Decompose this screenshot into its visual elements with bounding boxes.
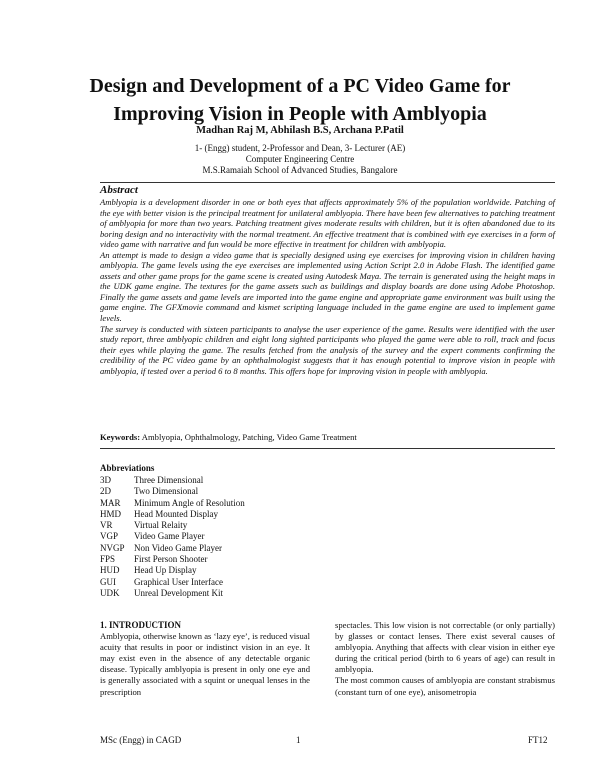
abstract-heading: Abstract bbox=[100, 184, 138, 196]
keywords-line bbox=[100, 432, 555, 442]
abbreviation-code: NVGP bbox=[100, 542, 125, 553]
abstract-paragraph-3: The survey is conducted with sixteen participants to analyse the user experience of the game. Results were identified with the user study report, three amblyopic children and eight long sighted participants who played the game were able to roll, track and focus their eyes while playing the game. The results fetched from the analysis of the survey and the expert comments confirming the credibility of the PC video game by an ophthalmologist suggests that it has enough potential to improve vision in people with amblyopia, if tested over a period 6 to 8 months. This offers hope for improving vision in people with amblyopia. bbox=[100, 323, 555, 376]
abbreviation-code: HUD bbox=[100, 565, 120, 576]
abbreviation-row bbox=[100, 509, 400, 520]
abbreviation-row bbox=[100, 543, 400, 554]
intro-right-column bbox=[335, 620, 555, 698]
intro-left-paragraph: Amblyopia, otherwise known as ‘lazy eye’, is reduced visual acuity that results in poor or indistinct vision in an eye. It may exist even in the absence of any detectable organic disease. Typically amblyopia is present in only one eye and is generally associated with a squint or unequal lenses in the prescription bbox=[100, 631, 310, 697]
abbreviation-code: HMD bbox=[100, 508, 122, 519]
intro-right-paragraph-1: spectacles. This low vision is not correctable (or only partially) by glasses or contact lenses. There exist several causes of amblyopia. Anything that affects with clear vision in either eye during the critical period (birth to 6 years of age) can result in amblyopia. bbox=[335, 620, 555, 675]
abbreviation-meaning: Video Game Player bbox=[134, 531, 205, 542]
abbreviation-row bbox=[100, 520, 400, 531]
keywords-label: Keywords: bbox=[100, 432, 141, 442]
abbreviation-row bbox=[100, 554, 400, 565]
affiliation-roles: 1- (Engg) student, 2-Professor and Dean, 3- Lecturer (AE) bbox=[194, 143, 406, 153]
abbreviation-row bbox=[100, 475, 400, 486]
paper-title bbox=[60, 72, 540, 128]
abstract-top-rule bbox=[100, 182, 555, 183]
affiliation-institution: M.S.Ramaiah School of Advanced Studies, Bangalore bbox=[202, 165, 398, 175]
abbreviations-list bbox=[100, 475, 400, 599]
abbreviation-code: FPS bbox=[100, 554, 116, 565]
abbreviation-code: 3D bbox=[100, 475, 111, 485]
abbreviation-meaning: Unreal Development Kit bbox=[134, 587, 223, 598]
footer-program: MSc (Engg) in CAGD bbox=[100, 735, 182, 745]
abstract-body bbox=[100, 197, 555, 376]
author-list: Madhan Raj M, Abhilash B.S, Archana P.Patil bbox=[196, 125, 404, 136]
abbreviation-row bbox=[100, 498, 400, 509]
abbreviation-row bbox=[100, 531, 400, 542]
abbreviation-meaning: Three Dimensional bbox=[134, 475, 204, 485]
intro-left-column bbox=[100, 620, 310, 698]
abstract-paragraph-2: An attempt is made to design a video game that is specially designed using eye exercises for improving vision in children having amblyopia. The game levels using the eye exercises are implemented using Action Script 2.0 in Adobe Flash. The identified game assets and other game props for the game scene is created using Autodesk Maya. The terrain is generated using the height maps in the UDK game engine. The textures for the game assets such as buildings and display boards are done using Adobe Photoshop. Finally the game assets and game levels are imported into the game engine and appropriate game environment was built using the game engine. The GFXmovie command and kismet scripting language included in the game engine are used to implement game levels. bbox=[100, 249, 555, 324]
abbreviation-code: GUI bbox=[100, 576, 116, 587]
intro-right-paragraph-2: The most common causes of amblyopia are constant strabismus (constant turn of one eye), anisometropia bbox=[335, 675, 555, 697]
abbreviations-heading: Abbreviations bbox=[100, 463, 155, 473]
abbreviation-meaning: Minimum Angle of Resolution bbox=[134, 497, 245, 508]
abstract-bottom-rule bbox=[100, 448, 555, 449]
abbreviation-code: UDK bbox=[100, 587, 120, 598]
abbreviation-meaning: Head Up Display bbox=[134, 565, 197, 576]
keywords-text: Amblyopia, Ophthalmology, Patching, Video Game Treatment bbox=[140, 432, 357, 442]
title-line-2: Improving Vision in People with Amblyopia bbox=[113, 103, 487, 125]
affiliation-department: Computer Engineering Centre bbox=[245, 154, 355, 164]
footer-page-number: 1 bbox=[296, 735, 301, 745]
abbreviation-meaning: First Person Shooter bbox=[134, 554, 208, 565]
abbreviation-code: VGP bbox=[100, 531, 119, 542]
abbreviation-row bbox=[100, 565, 400, 576]
footer-code: FT12 bbox=[528, 735, 548, 745]
abbreviation-row bbox=[100, 577, 400, 588]
title-line-1: Design and Development of a PC Video Game for bbox=[89, 75, 511, 97]
abbreviation-code: VR bbox=[100, 520, 113, 531]
intro-heading: 1. INTRODUCTION bbox=[100, 620, 182, 630]
abbreviation-meaning: Non Video Game Player bbox=[134, 542, 223, 553]
abbreviation-meaning: Virtual Relaity bbox=[134, 520, 188, 531]
abbreviation-row bbox=[100, 486, 400, 497]
abbreviation-meaning: Head Mounted Display bbox=[134, 508, 218, 519]
abbreviation-code: 2D bbox=[100, 486, 111, 497]
abbreviation-meaning: Graphical User Interface bbox=[134, 576, 223, 587]
abbreviation-code: MAR bbox=[100, 497, 121, 508]
affiliation bbox=[60, 143, 540, 176]
abstract-paragraph-1: Amblyopia is a development disorder in one or both eyes that affects approximately 5% of the population worldwide. Patching of the eye with better vision is the principal treatment for unilateral amblyopia. There have been few alternatives to patching treatment of amblyopia for more than two years. Patching treatment gives moderate results with children, but it is often abandoned due to its boring design and no interactivity with the normal treatment. An effective treatment that is combined with eye exercises in a form of video game with narrative and fun would be more effective in treatment for children with amblyopia. bbox=[100, 197, 555, 250]
abbreviation-row bbox=[100, 588, 400, 599]
abbreviation-meaning: Two Dimensional bbox=[134, 486, 199, 497]
